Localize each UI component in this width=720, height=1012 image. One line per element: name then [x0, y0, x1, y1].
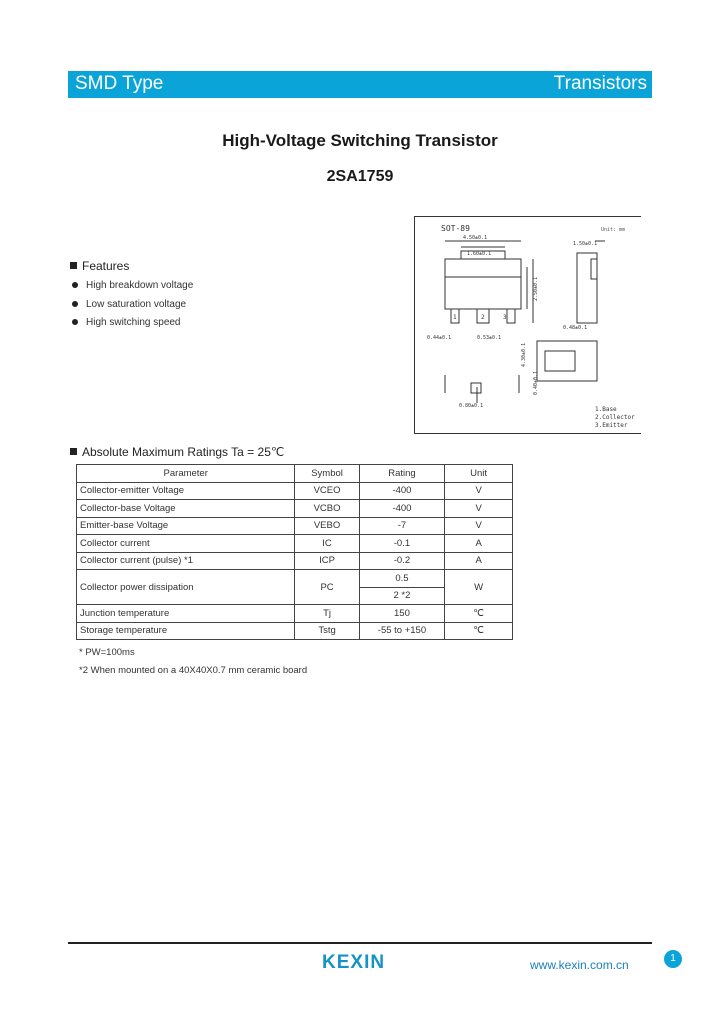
features-list	[72, 280, 193, 336]
header-bar	[68, 71, 652, 98]
dim-lead-1: 0.44±0.1	[427, 335, 452, 341]
feature-item: Low saturation voltage	[72, 299, 193, 318]
header-product-type: Transistors	[553, 73, 647, 94]
package-drawing	[414, 216, 641, 434]
package-outline-svg	[415, 217, 641, 433]
header-category: SMD Type	[75, 73, 164, 94]
col-parameter: Parameter	[77, 465, 295, 483]
dim-lead-len: 0.40±0.1	[533, 370, 539, 395]
kexin-logo: KEXIN	[322, 952, 386, 973]
table-row: Emitter-base Voltage VEBO -7 V	[77, 517, 513, 535]
pin-2: 2	[481, 314, 485, 321]
note-mounting: *2 When mounted on a 40X40X0.7 mm ceramic board	[79, 665, 308, 676]
square-bullet-icon	[70, 448, 77, 455]
document-title: High-Voltage Switching Transistor	[222, 131, 498, 150]
legend-collector: 2.Collector	[595, 414, 635, 421]
table-header-row	[77, 465, 513, 483]
dim-lead-thick: 0.48±0.1	[563, 325, 588, 331]
col-rating: Rating	[359, 465, 445, 483]
table-row: Collector current (pulse) *1 ICP -0.2 A	[77, 552, 513, 570]
round-bullet-icon	[72, 301, 78, 307]
dim-body: 4.30±0.1	[521, 342, 527, 367]
dim-pitch: 0.80±0.1	[459, 403, 484, 409]
dim-width: 4.50±0.1	[463, 235, 488, 241]
page-number-badge: 1	[664, 950, 682, 968]
pin-1: 1	[453, 314, 457, 321]
dim-tab: 1.60±0.1	[467, 251, 492, 257]
table-row: Collector current IC -0.1 A	[77, 535, 513, 553]
package-name: SOT-89	[441, 224, 470, 233]
website-link[interactable]: www.kexin.com.cn	[530, 958, 629, 972]
table-row: Collector-base Voltage VCBO -400 V	[77, 500, 513, 518]
col-symbol: Symbol	[295, 465, 359, 483]
feature-item: High breakdown voltage	[72, 280, 193, 299]
round-bullet-icon	[72, 319, 78, 325]
table-row: Collector-emitter Voltage VCEO -400 V	[77, 482, 513, 500]
footer-divider	[68, 942, 652, 944]
pin-3: 3	[503, 314, 507, 321]
table-row: Storage temperature Tstg -55 to +150 ℃	[77, 622, 513, 640]
part-number: 2SA1759	[326, 168, 394, 185]
round-bullet-icon	[72, 282, 78, 288]
dim-height: 2.50±0.1	[533, 276, 539, 301]
table-row: Collector power dissipation PC 0.5 W	[77, 570, 513, 588]
dim-lead-2: 0.53±0.1	[477, 335, 502, 341]
col-unit: Unit	[445, 465, 513, 483]
table-row: Junction temperature Tj 150 ℃	[77, 605, 513, 623]
ratings-table	[76, 464, 513, 640]
square-bullet-icon	[70, 262, 77, 269]
feature-item: High switching speed	[72, 317, 193, 336]
ratings-heading: Absolute Maximum Ratings Ta = 25℃	[70, 445, 284, 459]
note-pulse: * PW=100ms	[79, 647, 135, 658]
legend-base: 1.Base	[595, 406, 617, 413]
dim-thickness: 1.50±0.1	[573, 241, 598, 247]
features-heading: Features	[70, 259, 129, 273]
table-row: 2 *2	[77, 587, 513, 605]
legend-emitter: 3.Emitter	[595, 422, 628, 429]
package-unit: Unit: mm	[601, 227, 626, 233]
